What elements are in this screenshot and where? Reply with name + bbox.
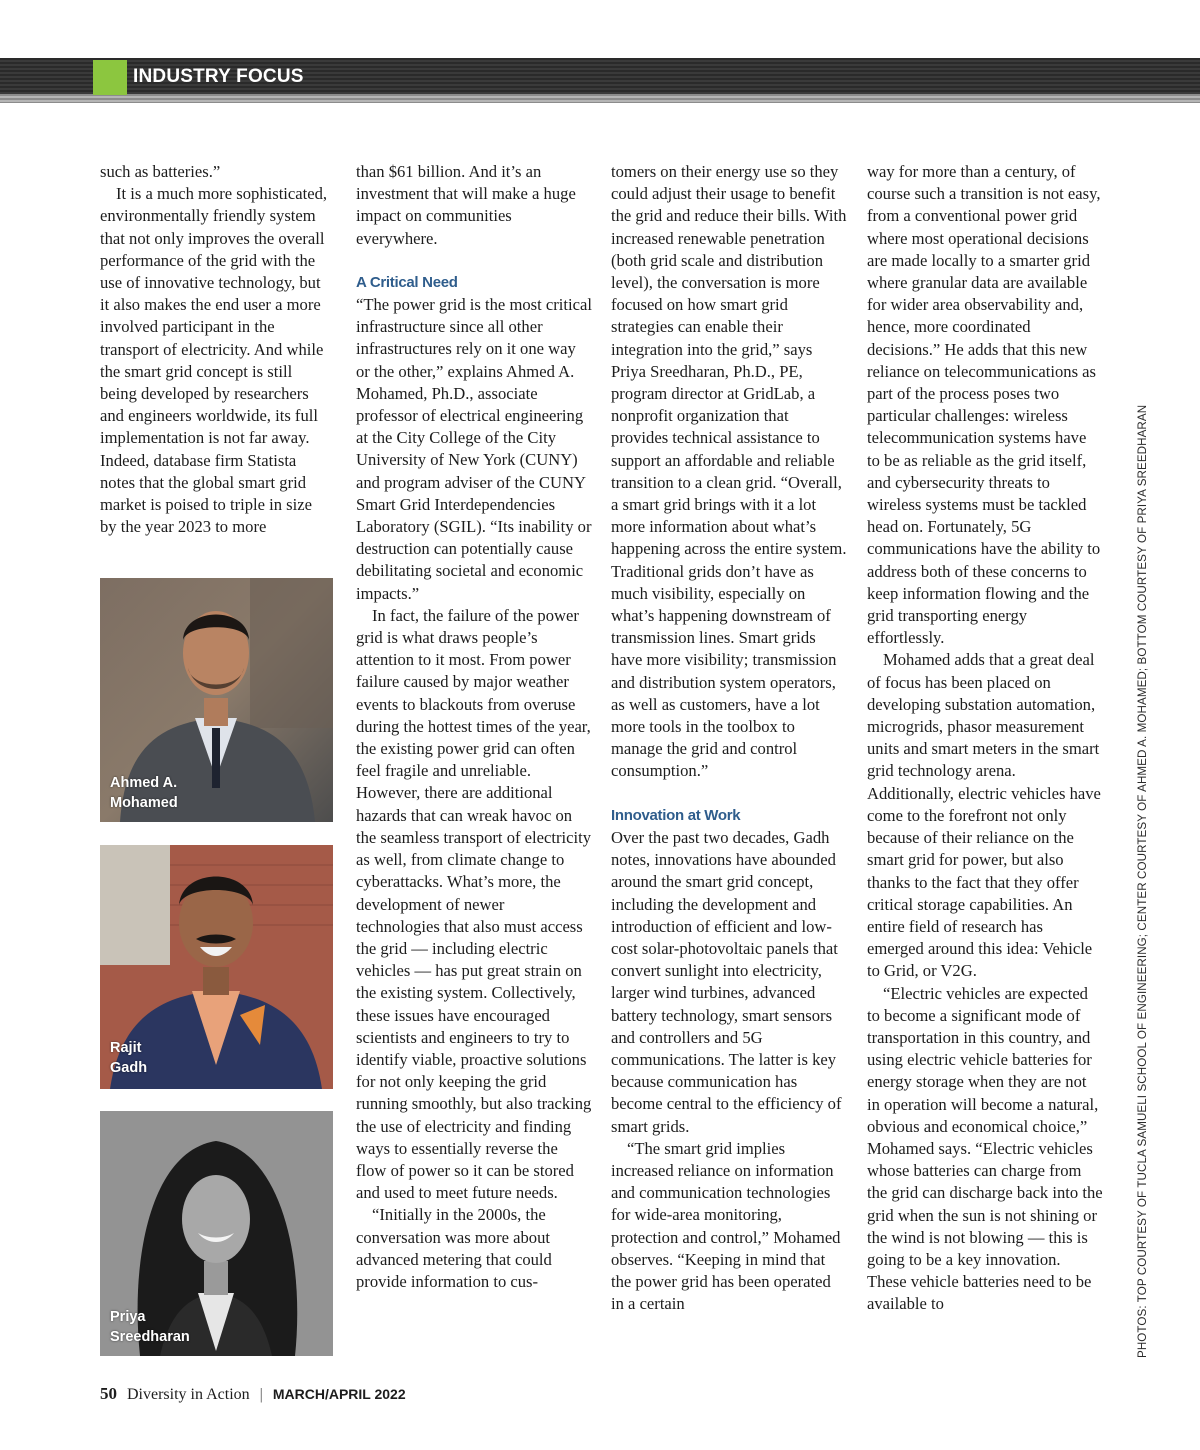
body-paragraph: In fact, the failure of the power grid is what draws people’s attention to it most. From power failure caused by major weather events to blackouts from overuse during the hottest times of the year, the existing power grid can often feel fragile and unreliable. However, there are additional hazards that can wreak havoc on the seamless transport of electricity as well, from climate change to cyberattacks. What’s more, the development of newer technologies that also must access the grid — including electric vehicles — has put great strain on the existing system. Collectively, these issues have encouraged scientists and engineers to try to identify viable, proactive solutions for not only keeping the grid running smoothly, but also tracking the use of electricity and finding ways to essentially reverse the flow of power so it can be stored and used to meet future needs.	[356, 605, 592, 1203]
section-title: INDUSTRY FOCUS	[133, 66, 304, 87]
article-column-3	[611, 161, 847, 1315]
body-paragraph: such as batteries.”	[100, 162, 221, 181]
body-paragraph: “Electric vehicles are expected to become a significant mode of transportation in this country, and using electric vehicle batteries for energy storage when they are not in operation will become a natural, obvious and economical choice,” Mohamed says. “Electric vehicles whose batteries can charge from the grid can discharge back into the grid when the sun is not shining or the wind is not blowing — this is going to be a key innovation. These vehicle batteries need to be available to	[867, 983, 1103, 1314]
page-number: 50	[100, 1384, 117, 1403]
body-paragraph: Over the past two decades, Gadh notes, innovations have abounded around the smart grid concept, including the development and introduction of efficient and low-cost solar-photovoltaic panels that convert sunlight into electricity, larger wind turbines, advanced battery technology, smart sensors and controllers and 5G communications. The latter is key because communication has become central to the efficiency of smart grids.	[611, 827, 842, 1136]
body-paragraph: It is a much more sophisticated, environmentally friendly system that not only improves the overall performance of the grid with the use of innovative technology, but it also makes the end user a more involved participant in the transport of electricity. And while the smart grid concept is still being developed by researchers and engineers worldwide, its full implementation is not far away. Indeed, database firm Statista notes that the global smart grid market is poised to triple in size by the year 2023 to more	[100, 184, 328, 537]
subheading: Innovation at Work	[611, 806, 741, 824]
photo-rajit-gadh	[100, 845, 333, 1089]
subheading: A Critical Need	[356, 273, 458, 291]
article-column-2	[356, 161, 592, 1293]
section-header-rule	[0, 94, 1200, 103]
photo-ahmed-mohamed	[100, 578, 333, 822]
photo-credit: PHOTOS: TOP COURTESY OF TUCLA SAMUELI SCHOOL OF ENGINEERING; CENTER COURTESY OF AHMED A. MOHAMED; BOTTOM COURTESY OF PRIYA SREEDHARAN	[1136, 404, 1149, 1358]
article-column-1	[100, 161, 332, 538]
article-column-4	[867, 161, 1103, 1316]
issue-date: MARCH/APRIL 2022	[272, 1386, 406, 1402]
body-paragraph: tomers on their energy use so they could adjust their usage to benefit the grid and reduce their bills. With increased renewable penetration (both grid scale and distribution level), the conversation is more focused on how smart grid strategies can enable their integration into the grid,” says Priya Sreedharan, Ph.D., PE, program director at GridLab, a nonprofit organization that provides technical assistance to support an affordable and reliable transition to a clean grid. “Overall, a smart grid brings with it a lot more information about what’s happening across the entire system. Traditional grids don’t have as much visibility, especially on what’s happening downstream of transmission lines. Smart grids have more visibility; transmission and distribution system operators, as well as customers, have a lot more tools in the toolbox to manage the grid and control consumption.”	[611, 162, 847, 781]
body-paragraph: than $61 billion. And it’s an investment that will make a huge impact on communities everywhere.	[356, 162, 576, 248]
page-footer	[100, 1384, 406, 1404]
photo-caption: Priya Sreedharan	[110, 1309, 190, 1345]
body-paragraph: Mohamed adds that a great deal of focus has been placed on developing substation automation, microgrids, phasor measurement units and smart meters in the smart grid technology arena. Additionally, electric vehicles have come to the forefront not only because of their reliance on the smart grid for power, but also thanks to the fact that they offer critical storage capabilities. An entire field of research has emerged around this idea: Vehicle to Grid, or V2G.	[867, 650, 1101, 981]
photo-caption: Rajit Gadh	[110, 1040, 148, 1076]
section-accent-block	[93, 60, 127, 95]
publication-name: Diversity in Action	[127, 1386, 250, 1403]
footer-separator: |	[259, 1386, 263, 1403]
photo-caption: Ahmed A. Mohamed	[110, 775, 178, 811]
body-paragraph: “Initially in the 2000s, the conversation was more about advanced metering that could provide information to cus-	[356, 1205, 552, 1291]
paragraph-spacer	[356, 250, 592, 272]
photo-priya-sreedharan	[100, 1111, 333, 1356]
body-paragraph: “The power grid is the most critical infrastructure since all other infrastructures rely on it one way or the other,” explains Ahmed A. Mohamed, Ph.D., associate professor of electrical engineering at the City College of the City University of New York (CUNY) and program adviser of the CUNY Smart Grid Interdependencies Laboratory (SGIL). “Its inability or destruction can potentially cause debilitating societal and economic impacts.”	[356, 295, 592, 603]
paragraph-spacer	[611, 783, 847, 805]
body-paragraph: “The smart grid implies increased reliance on information and communication technologies for wide-area monitoring, protection and control,” Mohamed observes. “Keeping in mind that the power grid has been operated in a certain	[611, 1138, 841, 1314]
body-paragraph: way for more than a century, of course such a transition is not easy, from a conventional power grid where most operational decisions are made locally to a smarter grid where granular data are available for wider area observability and, hence, more coordinated decisions.” He adds that this new reliance on telecommunications as part of the process poses two particular challenges: wireless telecommunication systems have to be as reliable as the grid itself, and cybersecurity threats to wireless systems must be tackled head on. Fortunately, 5G communications have the ability to address both of these concerns to keep information flowing and the grid transporting energy effortlessly.	[867, 162, 1101, 648]
